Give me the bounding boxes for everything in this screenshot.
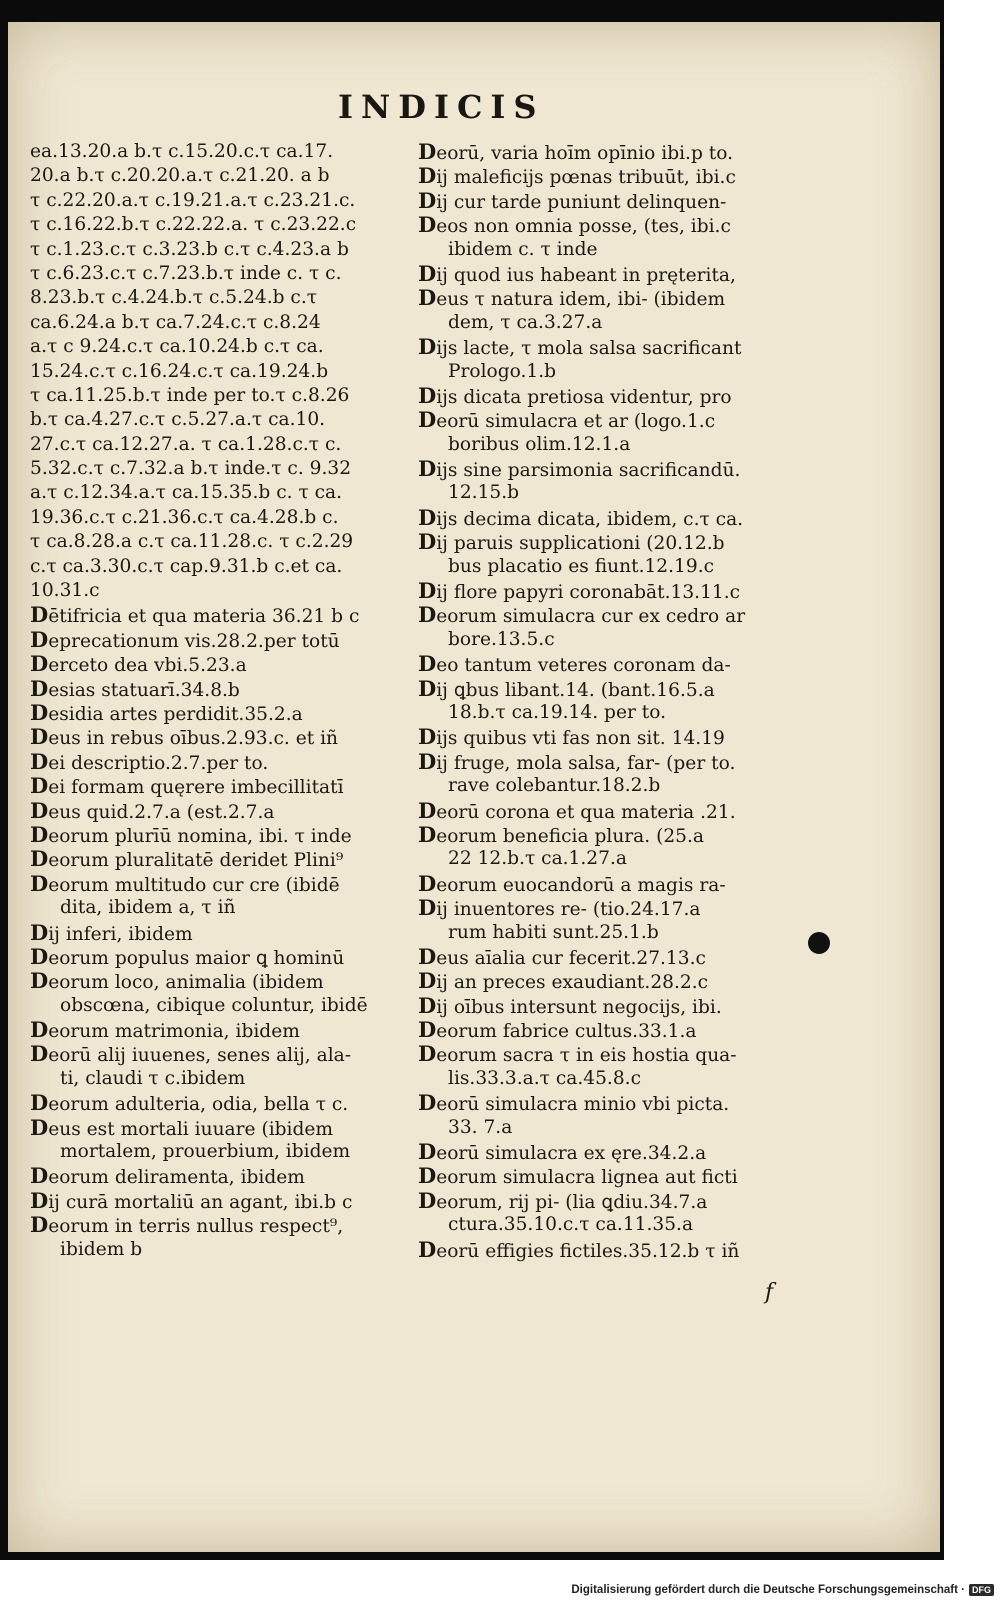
index-right-line: Dijs lacte, τ mola salsa sacrificant — [418, 335, 742, 360]
index-left-line: ea.13.20.a b.τ c.15.20.c.τ ca.17. — [30, 141, 334, 162]
footer-credit — [571, 1584, 994, 1596]
index-right-line: Dijs quibus vti fas non sit. 14.19 — [418, 725, 725, 750]
index-column-right — [418, 140, 833, 1262]
index-right-line: Deorū corona et qua materia .21. — [418, 798, 736, 823]
index-left-line: Deorū alij iuuenes, senes alij, ala- — [30, 1042, 352, 1067]
index-left-line: Deorum deliramenta, ibidem — [30, 1164, 305, 1189]
index-right-line: Deorum sacra τ in eis hostia qua- — [418, 1042, 737, 1067]
index-left-line: Desidia artes perdidit.35.2.a — [30, 700, 303, 725]
index-right-line: bus placatio es fiunt.12.19.c — [448, 555, 715, 577]
index-right-line: dem, τ ca.3.27.a — [448, 311, 603, 333]
index-right-line: Deorum simulacra cur ex cedro ar — [418, 603, 746, 628]
index-right-line: Dij an preces exaudiant.28.2.c — [418, 969, 709, 994]
index-left-line: Deorum pluralitatē deridet Plini⁹ — [30, 847, 344, 872]
index-right-line: Deorū effigies fictiles.35.12.b τ iñ — [418, 1237, 740, 1262]
running-head: INDICIS — [338, 88, 545, 126]
index-right-line: 22 12.b.τ ca.1.27.a — [448, 848, 627, 870]
index-right-line: Dij maleficijs pœnas tribuūt, ibi.c — [418, 164, 736, 189]
index-right-line: Dij flore papyri coronabāt.13.11.c — [418, 579, 741, 604]
index-left-line: 5.32.c.τ c.7.32.a b.τ inde.τ c. 9.32 — [30, 458, 352, 480]
index-right-line: Dijs dicata pretiosa videntur, pro — [418, 383, 732, 408]
index-left-line: Deorum multitudo cur cre (ibidē — [30, 871, 340, 896]
index-left-line: dita, ibidem a, τ iñ — [60, 897, 236, 919]
index-right-line: Dijs sine parsimonia sacrificandū. — [418, 457, 741, 482]
index-right-line: Deus τ natura idem, ibi- (ibidem — [418, 286, 726, 311]
index-right-line: Deorū simulacra minio vbi picta. — [418, 1091, 730, 1116]
index-left-line: Deorum matrimonia, ibidem — [30, 1018, 300, 1043]
index-left-line: Dei descriptio.2.7.per to. — [30, 749, 269, 774]
index-left-line: b.τ ca.4.27.c.τ c.5.27.a.τ ca.10. — [30, 409, 326, 431]
index-right-line: 33. 7.a — [448, 1116, 513, 1138]
index-left-line: τ ca.11.25.b.τ inde per to.τ c.8.26 — [30, 384, 350, 406]
index-left-line: τ c.6.23.c.τ c.7.23.b.τ inde c. τ c. — [30, 262, 342, 284]
index-right-line: rum habiti sunt.25.1.b — [448, 921, 659, 943]
index-left-line: Dij curā mortaliū an agant, ibi.b c — [30, 1188, 353, 1213]
index-right-line: Deorum fabrice cultus.33.1.a — [418, 1018, 697, 1043]
index-left-line: Deorum populus maior ꝗ hominū — [30, 944, 345, 969]
dfg-logo: DFG — [969, 1584, 994, 1596]
index-left-line: ibidem b — [60, 1238, 143, 1260]
index-left-line: Deus est mortali iuuare (ibidem — [30, 1115, 334, 1140]
index-left-line: Deorum loco, animalia (ibidem — [30, 969, 324, 994]
index-left-line: 20.a b.τ c.20.20.a.τ c.21.20. a b — [30, 165, 330, 187]
index-right-line: Dij fruge, mola salsa, far- (per to. — [418, 749, 736, 774]
index-left-line: Dij inferi, ibidem — [30, 920, 193, 945]
index-right-line: Dijs decima dicata, ibidem, c.τ ca. — [418, 505, 744, 530]
index-right-line: Deo tantum veteres coronam da- — [418, 652, 731, 677]
index-left-line: Deprecationum vis.28.2.per totū — [30, 627, 340, 652]
index-left-line: Deorum plurīū nomina, ibi. τ inde — [30, 822, 352, 847]
index-left-line: τ ca.8.28.a c.τ ca.11.28.c. τ c.2.29 — [30, 531, 354, 553]
index-right-line: Deorū, varia hoīm opīnio ibi.p to. — [418, 140, 734, 164]
footer-credit-text: Digitalisierung gefördert durch die Deutsche Forschungsgemeinschaft · — [571, 1584, 965, 1596]
index-left-line: Deus in rebus oībus.2.93.c. et iñ — [30, 725, 339, 750]
index-right-line: 12.15.b — [448, 482, 520, 504]
index-right-line: Dij paruis supplicationi (20.12.b — [418, 530, 725, 555]
index-column-left — [30, 140, 425, 1262]
index-left-line: Dei formam quęrere imbecillitatī — [30, 774, 344, 799]
index-left-line: Dētifricia et qua materia 36.21 b c — [30, 603, 360, 628]
index-left-line: ti, claudi τ c.ibidem — [60, 1067, 246, 1089]
index-right-line: Dij inuentores re- (tio.24.17.a — [418, 896, 701, 921]
index-left-line: Deus quid.2.7.a (est.2.7.a — [30, 798, 275, 823]
index-right-line: rave colebantur.18.2.b — [448, 775, 661, 797]
index-right-line: Deorum simulacra lignea aut ficti — [418, 1164, 738, 1189]
ink-blot — [808, 932, 830, 954]
index-right-line: Deos non omnia posse, (tes, ibi.c — [418, 213, 731, 238]
index-right-line: Dij quod ius habeant in pręterita, — [418, 261, 736, 286]
index-right-line: ctura.35.10.c.τ ca.11.35.a — [448, 1214, 694, 1236]
index-right-line: Deorum beneficia plura. (25.a — [418, 822, 704, 847]
index-right-line: boribus olim.12.1.a — [448, 433, 631, 455]
index-left-line: obscœna, cibique coluntur, ibidē — [60, 994, 368, 1016]
index-left-line: a.τ c.12.34.a.τ ca.15.35.b c. τ ca. — [30, 482, 343, 504]
index-right-line: bore.13.5.c — [448, 628, 555, 650]
index-left-line: Desias statuarī.34.8.b — [30, 676, 240, 701]
index-right-line: Deorum, rij pi- (lia ꝗdiu.34.7.a — [418, 1188, 708, 1213]
index-left-line: 15.24.c.τ c.16.24.c.τ ca.19.24.b — [30, 360, 329, 382]
index-left-line: τ c.1.23.c.τ c.3.23.b c.τ c.4.23.a b — [30, 238, 349, 260]
index-left-line: τ c.16.22.b.τ c.22.22.a. τ c.23.22.c — [30, 214, 357, 236]
index-left-line: Deorum adulteria, odia, bella τ c. — [30, 1091, 349, 1116]
index-left-line: 27.c.τ ca.12.27.a. τ ca.1.28.c.τ c. — [30, 433, 342, 455]
index-right-line: Deorum euocandorū a magis ra- — [418, 871, 726, 896]
index-left-line: Derceto dea vbi.5.23.a — [30, 652, 247, 677]
index-right-line: Dij oībus intersunt negocijs, ibi. — [418, 993, 722, 1018]
index-left-line: τ c.22.20.a.τ c.19.21.a.τ c.23.21.c. — [30, 189, 356, 211]
index-right-line: Dij cur tarde puniunt delinquen- — [418, 188, 727, 213]
index-left-line: a.τ c 9.24.c.τ ca.10.24.b c.τ ca. — [30, 336, 324, 358]
index-right-line: Dij ꝗbus libant.14. (bant.16.5.a — [418, 676, 715, 701]
index-right-line: ibidem c. τ inde — [448, 238, 598, 260]
index-left-line: 8.23.b.τ c.4.24.b.τ c.5.24.b c.τ — [30, 287, 318, 309]
index-right-line: 18.b.τ ca.19.14. per to. — [448, 701, 666, 723]
index-right-line: Deus aīalia cur fecerit.27.13.c — [418, 944, 706, 969]
index-right-line: Prologo.1.b — [448, 360, 557, 382]
index-right-line: Deorū simulacra et ar (logo.1.c — [418, 408, 716, 433]
index-left-line: 19.36.c.τ c.21.36.c.τ ca.4.28.b c. — [30, 506, 339, 528]
book-page — [8, 22, 940, 1552]
index-left-line: mortalem, prouerbium, ibidem — [60, 1141, 351, 1163]
index-right-line: lis.33.3.a.τ ca.45.8.c — [448, 1067, 641, 1089]
signature-mark: f — [765, 1280, 774, 1305]
index-left-line: ca.6.24.a b.τ ca.7.24.c.τ c.8.24 — [30, 311, 321, 333]
index-left-line: c.τ ca.3.30.c.τ cap.9.31.b c.et ca. — [30, 555, 343, 577]
index-right-line: Deorū simulacra ex ęre.34.2.a — [418, 1140, 707, 1165]
index-left-line: 10.31.c — [30, 580, 100, 602]
index-left-line: Deorum in terris nullus respect⁹, — [30, 1213, 344, 1238]
